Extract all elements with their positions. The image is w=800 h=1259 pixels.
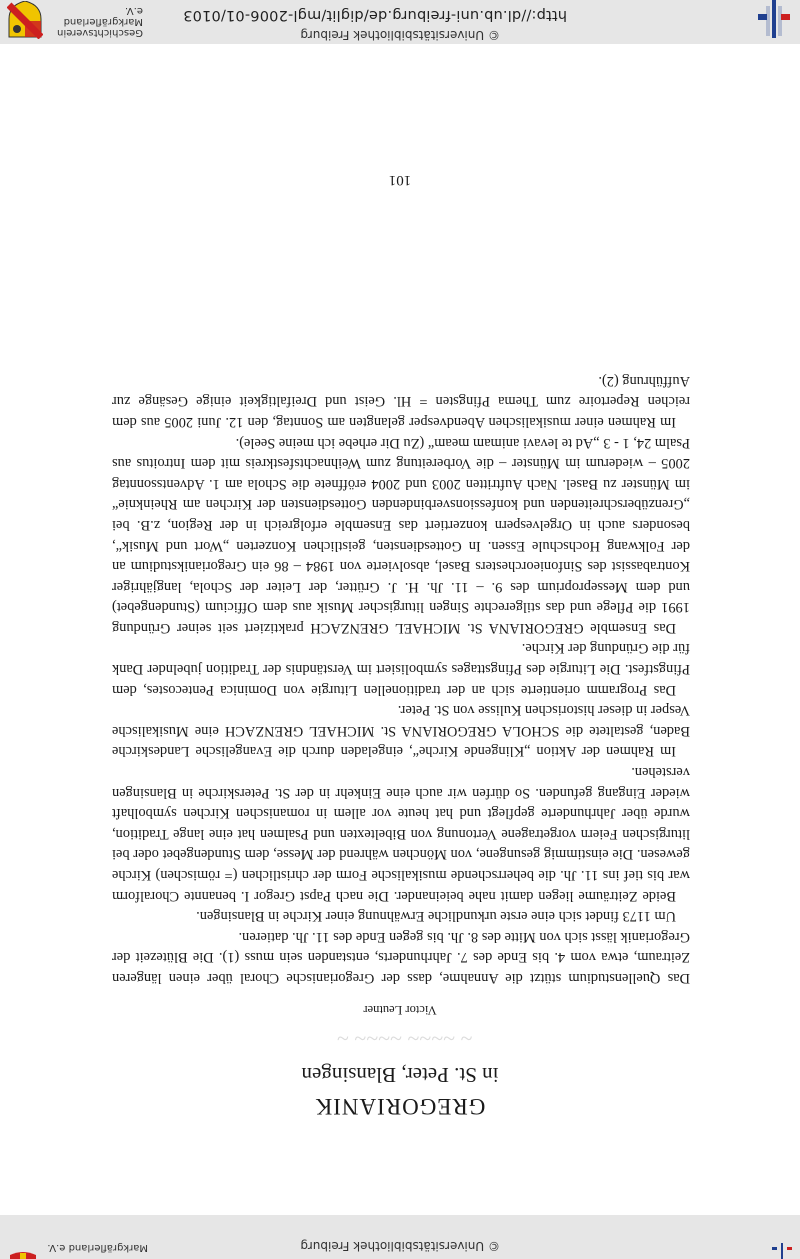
article-body: [112, 370, 690, 988]
footer-society: Markgräflerland e.V.: [47, 1242, 148, 1253]
source-url-link[interactable]: http://dl.ub.uni-freiburg.de/diglit/mgl-2006-01/0103: [183, 7, 567, 23]
bleed-through-ghost: ~ ~~~~ ~~~~ ~: [337, 1026, 473, 1051]
footer-copyright: © Universitätsbibliothek Freiburg: [300, 1239, 500, 1253]
article-subtitle: in St. Peter, Blansingen: [301, 1063, 499, 1087]
paragraph-1: Das Quellenstudium stützt die Annahme, dass der Gregorianische Choral über einen längeren Zeitraum, etwa vom 4. bis Ende des 7. Jahrhunderts, entstanden sein muss (1). Die Blütezeit der Gregorianik lässt sich von Mitte des 8. Jh. bis gegen Ende des 11. Jh. datieren.: [112, 928, 690, 986]
paragraph-3: Beide Zeiträume liegen damit nahe beieinander. Die nach Papst Gregor I. benannte Choralform war bis tief ins 11. Jh. die beherrschende musikalische Form der christlichen (= römischen) Kirche gewesen. Die einstimmig gesungene, von Mönchen während der Messe, dem Stundengebet oder bei liturgischen Feiern vorgetragene Vertonung von Bibeltexten und Psalmen hat eine lange Tradition, wurde über Jahrhunderte gepflegt und hat heute vor allem in romanischen Kirchen symbolhaft wieder Eingang gefunden. So dürfen wir auch eine Einkehr in der St. Peterskirche in Blansingen verstehen.: [112, 764, 690, 904]
page-number: 101: [388, 172, 412, 188]
coat-of-arms-icon: [8, 1249, 38, 1259]
paragraph-2: Um 1173 findet sich eine erste urkundliche Erwähnung einer Kirche in Blansingen.: [196, 908, 676, 925]
society-line-2: Markgräflerland e.V.: [63, 5, 143, 27]
header-copyright: © Universitätsbibliothek Freiburg: [300, 28, 500, 42]
article-author: Victor Leutner: [363, 1003, 437, 1017]
header-society: [43, 5, 143, 38]
university-library-logo: [756, 0, 792, 38]
article-title: GREGORIANIK: [314, 1094, 486, 1119]
paragraph-5: Das Programm orientierte sich an der traditionellen Liturgie von Dominica Pentecostes, dem Pfingstfest. Die Liturgie des Pfingsttages symbolisiert im Verständnis der Tradition jubelnder Dank für die Gründung der Kirche.: [112, 640, 690, 698]
paragraph-7: Im Rahmen einer musikalischen Abendvesper gelangten am Sonntag, den 12. Juni 2005 aus dem reichen Repertoire zum Thema Pfingsten = Hl. Geist und Dreifaltigkeit einige Gesänge zur Aufführung (2).: [112, 372, 690, 430]
university-library-logo: [772, 1243, 792, 1259]
paragraph-4: Im Rahmen der Aktion „Klingende Kirche“, eingeladen durch die Evangelische Landeskirche Baden, gestaltete die SCHOLA GREGORIANA St. MICHAEL GRENZACH eine Musikalische Vesper in dieser historischen Kulisse von St. Peter.: [112, 702, 690, 760]
coat-of-arms-icon: [7, 1, 43, 39]
society-line-1: Geschichtsverein: [57, 27, 143, 38]
paragraph-6: Das Ensemble GREGORIANA St. MICHAEL GRENZACH praktiziert seit seiner Gründung 1991 die Pflege und das stilgerechte Singen liturgischer Musik aus dem Officium (Stundengebet) und dem Messeproprium des 9. – 11. Jh. H. J. Grütter, der Leiter der Schola, langjähriger Kontrabassist des Sinfonieorchesters Basel, absolvierte von 1984 – 86 ein Gregorianikstudium an der Folkwang Hochschule Essen. In Gottesdiensten, geistlichen Konzerten „Wort und Musik“, besonders auch in Orgelvespern konzertiert das Ensemble erfolgreich in der Region, z.B. bei „Grenzüberschreitenden und konfessionsverbindenden Gottesdiensten der Kirchen am Rheinknie“ im Münster zu Basel. Nach Auftritten 2003 und 2004 eröffnete die Schola am 1. Adventssonntag 2005 – wiederum im Münster – die Vorbereitung zum Weihnachtsfestkreis mit dem Introitus aus Psalm 24, 1 - 3 „Ad te levavi animam meam“ (Zu Dir erhebe ich meine Seele).: [112, 434, 690, 636]
